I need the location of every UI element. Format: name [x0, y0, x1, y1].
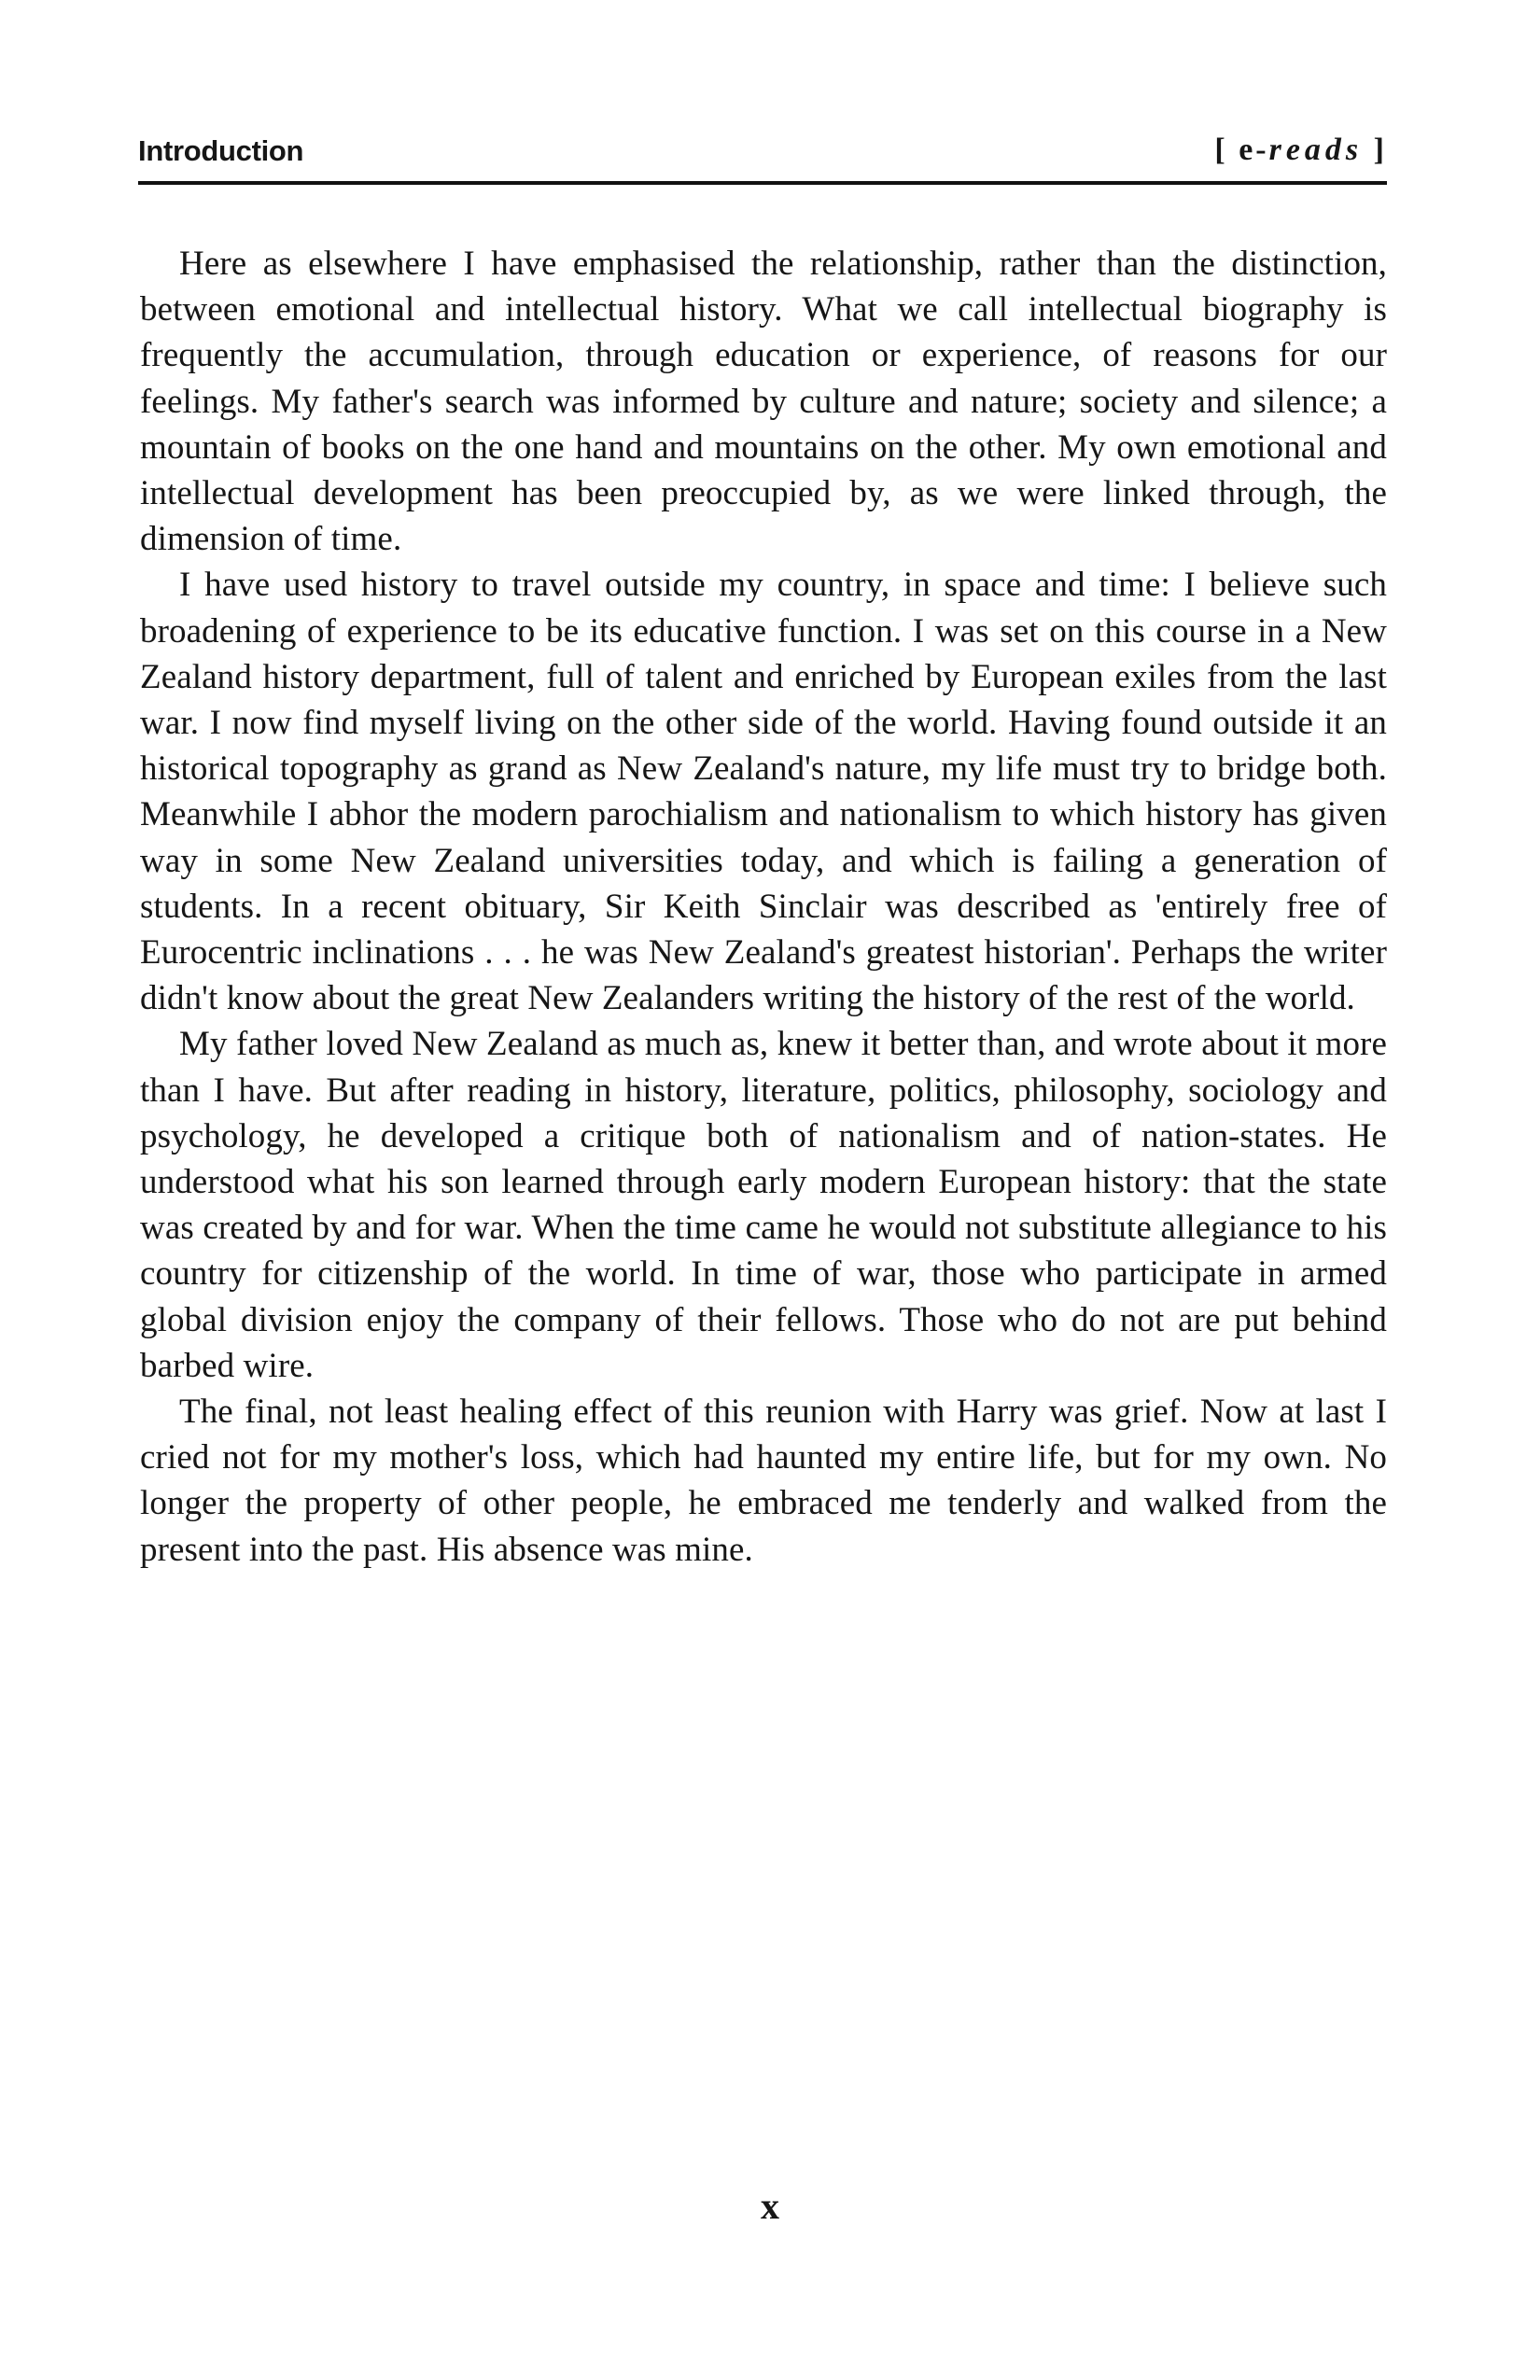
running-head [138, 127, 1387, 175]
imprint-open-bracket: [ [1214, 133, 1239, 167]
paragraph-4: The final, not least healing effect of this reunion with Harry was grief. Now at last I cried not for my mother's loss, which had haunted my entire life, but for my own. No longer the property of other people, he embraced me tenderly and walked from the present into the past. His absence was mine. [140, 1393, 1387, 1569]
header-rule [138, 181, 1387, 185]
page-number: x [761, 2185, 779, 2227]
imprint-reads: reads [1268, 133, 1364, 167]
imprint-e: e- [1239, 133, 1269, 167]
paragraph-3: My father loved New Zealand as much as, knew it better than, and wrote about it more than I have. But after reading in history, literature, politics, philosophy, sociology and psychology, he developed a critique both of nationalism and of nation-states. He understood what his son learned through early modern European history: that the state was created by and for war. When the time came he would not substitute allegiance to his country for citizenship of the world. In time of war, those who participate in armed global division enjoy the company of their fellows. Those who do not are put behind barbed wire. [140, 1025, 1387, 1385]
section-label: Introduction [138, 134, 304, 167]
paragraph-2: I have used history to travel outside my country, in space and time: I believe such broadening of experience to be its educative function. I was set on this course in a New Zealand history department, full of talent and enriched by European exiles from the last war. I now find myself living on the other side of the world. Having found outside it an historical topography as grand as New Zealand's nature, my life must try to bridge both. Meanwhile I abhor the modern parochialism and nationalism to which history has given way in some New Zealand universities today, and which is failing a generation of students. In a recent obituary, Sir Keith Sinclair was described as 'entirely free of Eurocentric inclinations . . . he was New Zealand's greatest historian'. Perhaps the writer didn't know about the great New Zealanders writing the history of the rest of the world. [140, 566, 1387, 1018]
imprint-close-bracket: ] [1363, 133, 1387, 167]
paragraph-1: Here as elsewhere I have emphasised the relationship, rather than the distinction, between emotional and intellectual history. What we call intellectual biography is frequently the accumulation, through education or experience, of reasons for our feelings. My father's search was informed by culture and nature; society and silence; a mountain of books on the one hand and mountains on the other. My own emotional and intellectual development has been preoccupied by, as we were linked through, the dimension of time. [140, 245, 1387, 559]
publisher-imprint [1214, 133, 1387, 168]
body-text [140, 241, 1387, 1573]
